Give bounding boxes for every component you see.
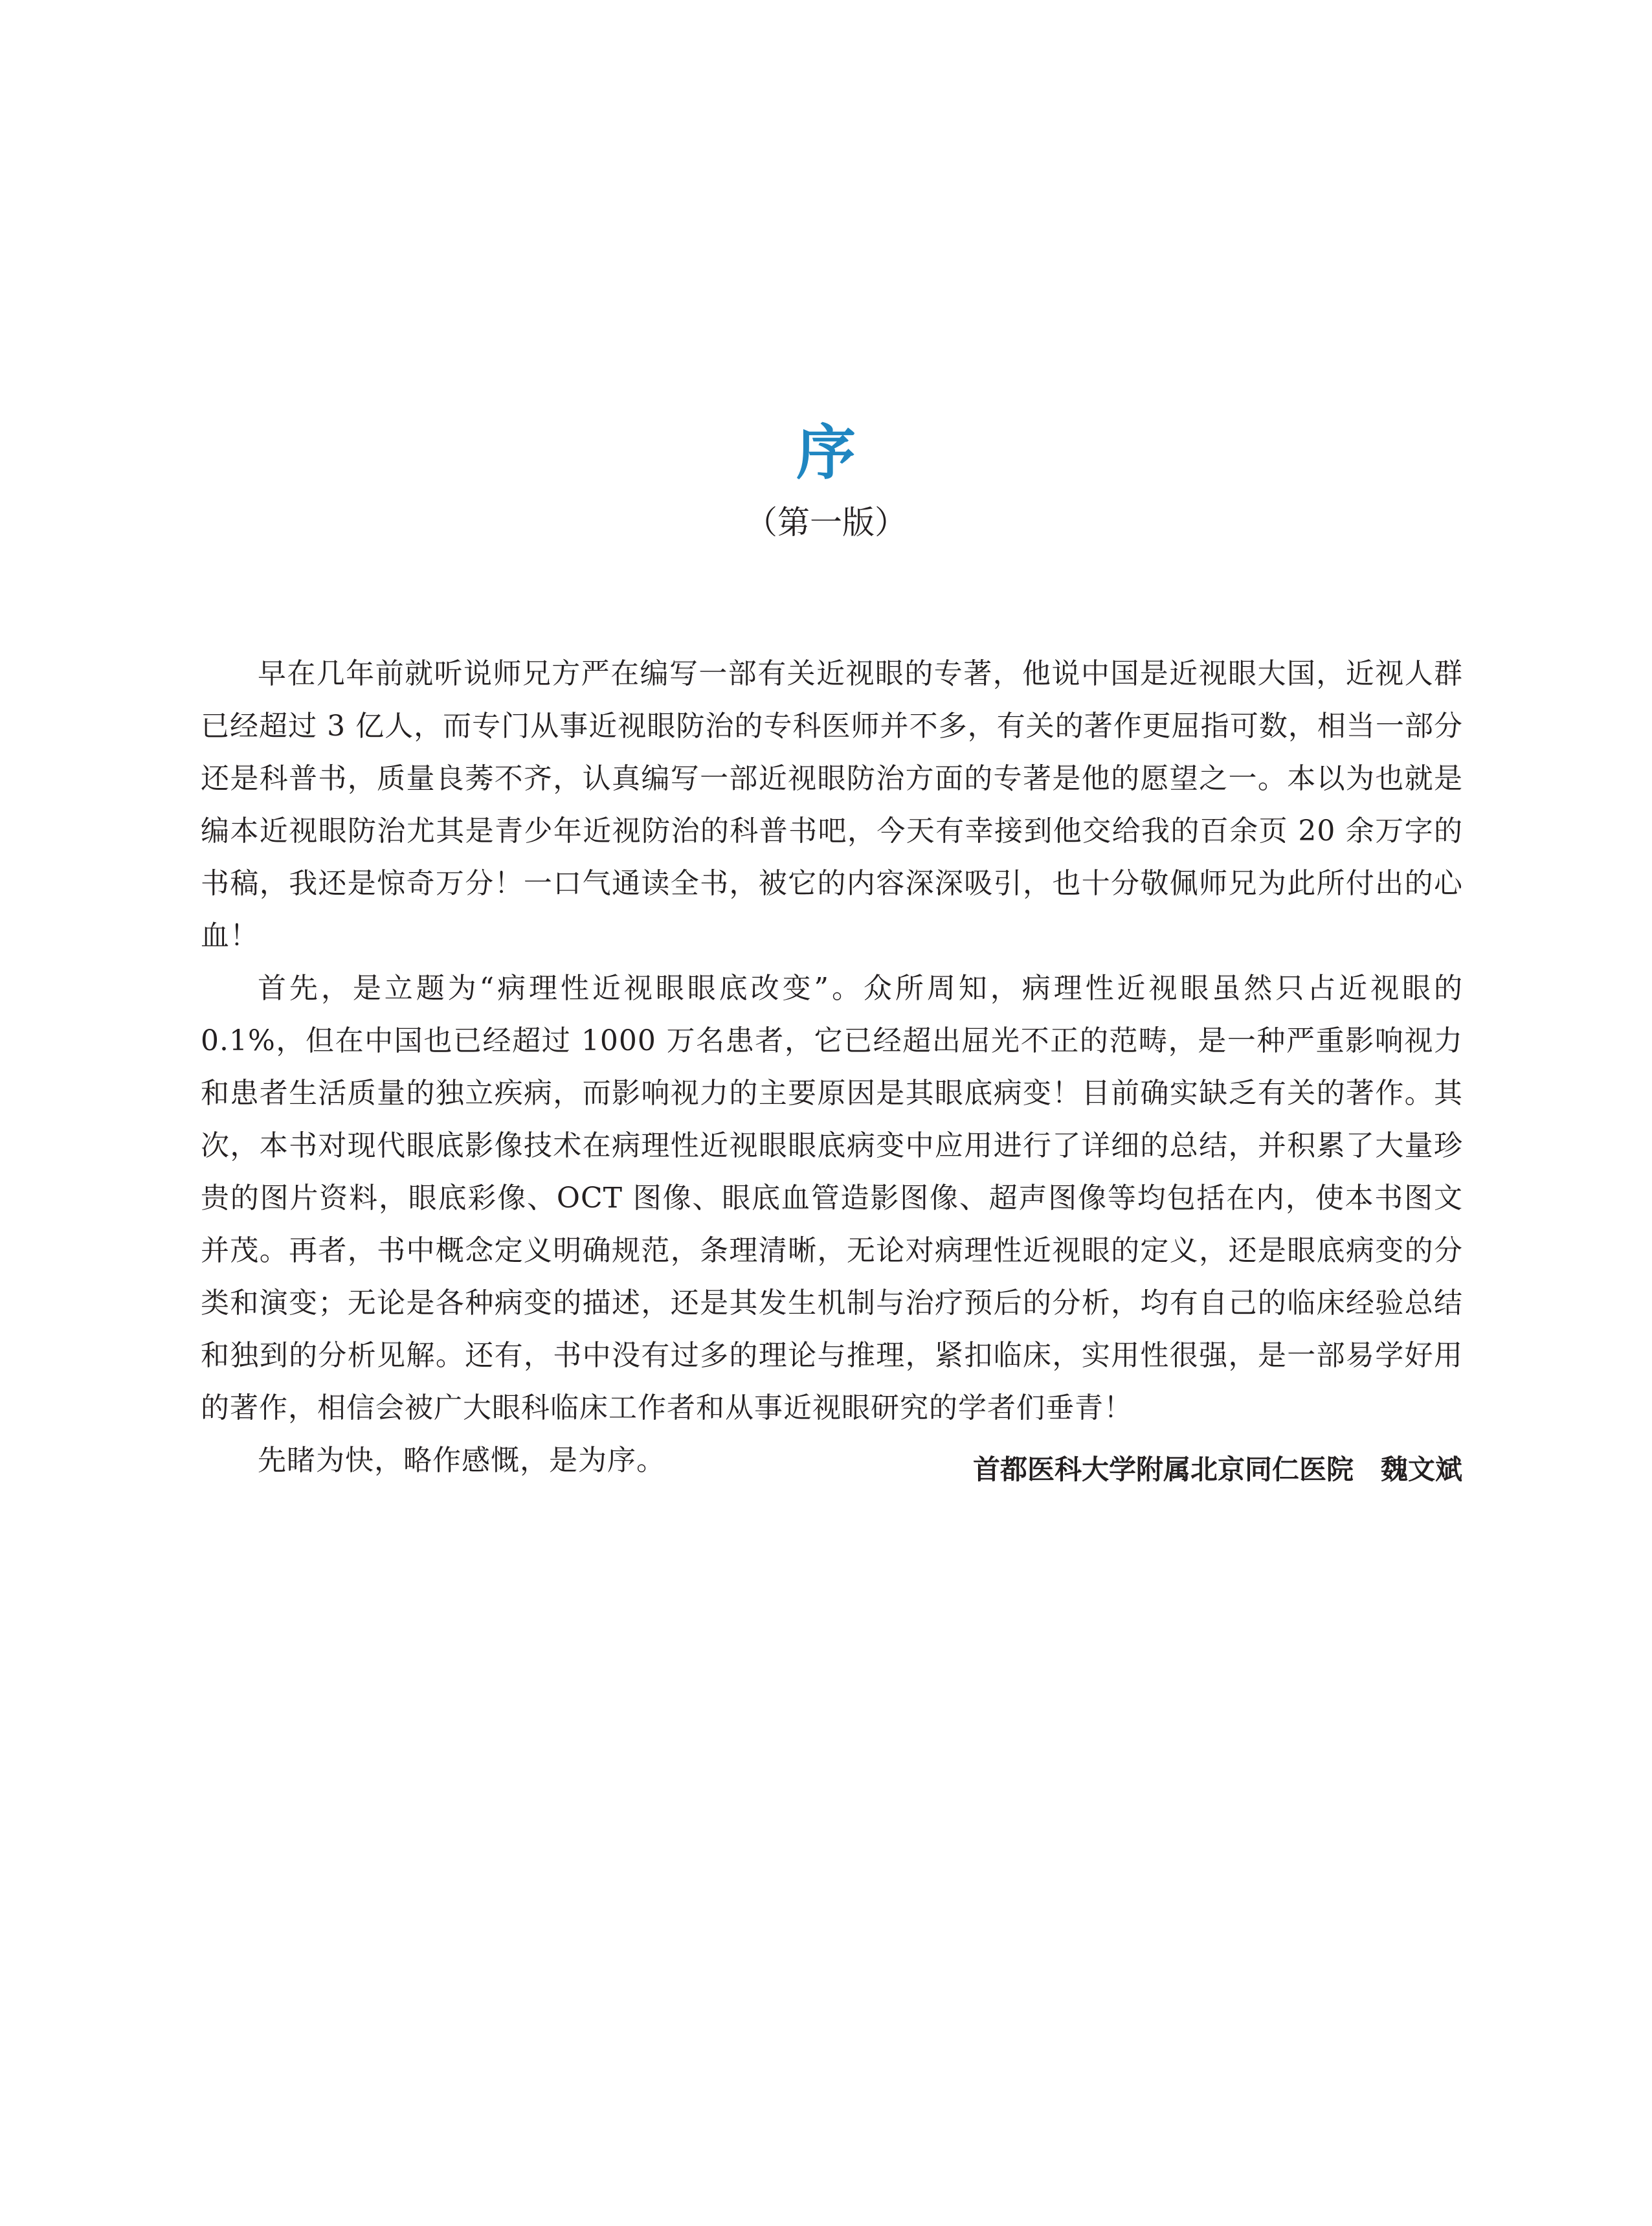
paragraph-3: 先睹为快，略作感慨，是为序。	[258, 1444, 665, 1477]
paragraph-1: 早在几年前就听说师兄方严在编写一部有关近视眼的专著，他说中国是近视眼大国，近视人群已经超过 3 亿人，而专门从事近视眼防治的专科医师并不多，有关的著作更屈指可数，相当一部分还是科普书，质量良莠不齐，认真编写一部近视眼防治方面的专著是他的愿望之一。本以为也就是编本近视眼防治尤其是青少年近视防治的科普书吧，今天有幸接到他交给我的百余页 20 余万字的书稿，我还是惊奇万分！一口气通读全书，被它的内容深深吸引，也十分敬佩师兄为此所付出的心血！	[201, 657, 1463, 952]
edition-subtitle: （第一版）	[745, 504, 907, 541]
paragraph-2: 首先，是立题为“病理性近视眼眼底改变”。众所周知，病理性近视眼虽然只占近视眼的 0.1%，但在中国也已经超过 1000 万名患者，它已经超出屈光不正的范畴，是一种严重影响视力和患者生活质量的独立疾病，而影响视力的主要原因是其眼底病变！目前确实缺乏有关的著作。其次，本书对现代眼底影像技术在病理性近视眼眼底病变中应用进行了详细的总结，并积累了大量珍贵的图片资料，眼底彩像、OCT 图像、眼底血管造影图像、超声图像等均包括在内，使本书图文并茂。再者，书中概念定义明确规范，条理清晰，无论对病理性近视眼的定义，还是眼底病变的分类和演变；无论是各种病变的描述，还是其发生机制与治疗预后的分析，均有自己的临床经验总结和独到的分析见解。还有，书中没有过多的理论与推理，紧扣临床，实用性很强，是一部易学好用的著作，相信会被广大眼科临床工作者和从事近视眼研究的学者们垂青！	[201, 972, 1463, 1424]
author-signature: 首都医科大学附属北京同仁医院 魏文斌	[972, 1454, 1462, 1485]
page-title: 序	[796, 418, 856, 488]
preface-body	[201, 647, 1463, 1487]
